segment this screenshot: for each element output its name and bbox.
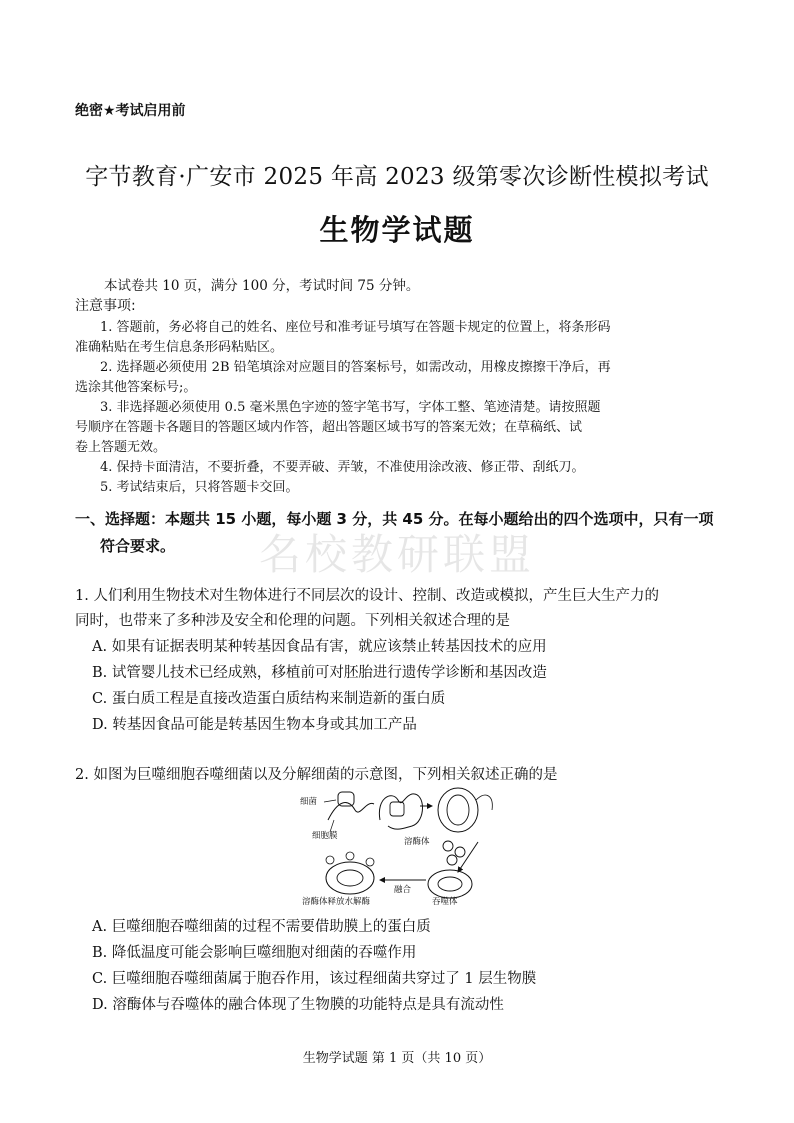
- engulfing-cell: [379, 794, 422, 829]
- question-1-stem: 1. 人们利用生物技术对生物体进行不同层次的设计、控制、改造或模拟，产生巨大生产力的: [75, 588, 659, 604]
- section-heading: 一、选择题：本题共 15 小题，每小题 3 分，共 45 分。在每小题给出的四个选项中，只有一项: [75, 510, 714, 528]
- section-heading-cont: 符合要求。: [100, 537, 176, 555]
- question-2-option-d: D. 溶酶体与吞噬体的融合体现了生物膜的功能特点是具有流动性: [92, 997, 504, 1013]
- cell-membrane: [328, 803, 374, 820]
- subject-title: 生物学试题: [319, 213, 475, 247]
- bacterium-shape: [337, 870, 363, 886]
- exam-title: 字节教育·广安市 2025 年高 2023 级第零次诊断性模拟考试: [85, 164, 709, 190]
- lysosome-circle: [326, 856, 334, 864]
- notice-line: 5. 考试结束后，只将答题卡交回。: [100, 480, 299, 495]
- question-2-stem: 2. 如图为巨噬细胞吞噬细菌以及分解细菌的示意图，下列相关叙述正确的是: [75, 767, 558, 783]
- lysosome-circle: [366, 858, 374, 866]
- phagosome-label: [432, 896, 458, 905]
- page-footer: 生物学试题 第 1 页（共 10 页）: [302, 1051, 492, 1066]
- question-2-option-a: A. 巨噬细胞吞噬细菌的过程不需要借助膜上的蛋白质: [92, 919, 431, 935]
- notice-line: 准确粘贴在考生信息条形码粘贴区。: [75, 340, 284, 355]
- question-2-option-c: C. 巨噬细胞吞噬细菌属于胞吞作用，该过程细菌共穿过了 1 层生物膜: [92, 971, 537, 987]
- lysosome-circle: [455, 847, 465, 857]
- question-1-stem-cont: 同时，也带来了多种涉及安全和伦理的问题。下列相关叙述合理的是: [75, 613, 510, 629]
- notice-line: 2. 选择题必须使用 2B 铅笔填涂对应题目的答案标号，如需改动，用橡皮擦擦干净后，再: [100, 360, 611, 375]
- watermark: 名校教研联盟: [258, 530, 535, 579]
- svg-text:溶酶体: 溶酶体: [404, 837, 430, 847]
- bacteria-label: [300, 796, 318, 807]
- bacterium-shape: [390, 802, 404, 816]
- svg-text:融合: 融合: [394, 885, 412, 895]
- lysosome-circle: [443, 841, 453, 851]
- notice-line: 3. 非选择题必须使用 0.5 毫米黑色字迹的签字笔书写，字体工整、笔迹清楚。请按照题: [100, 400, 601, 415]
- bacterium-shape: [438, 877, 462, 891]
- question-2-option-b: B. 降低温度可能会影响巨噬细胞对细菌的吞噬作用: [92, 945, 417, 961]
- fusion-label: [394, 884, 412, 895]
- lysosome-circle: [447, 855, 457, 865]
- phagocytosis-diagram: [300, 760, 500, 905]
- notice-line: 卷上答题无效。: [75, 440, 167, 455]
- svg-text:细菌: 细菌: [300, 797, 318, 807]
- lysosome-label: [404, 836, 430, 847]
- digesting-vesicle: [326, 862, 374, 894]
- confidential-label: 绝密★考试启用前: [75, 103, 186, 119]
- lysosome-circle: [346, 852, 354, 860]
- question-1-option-a: A. 如果有证据表明某种转基因食品有害，就应该禁止转基因技术的应用: [92, 639, 547, 655]
- notice-line: 号顺序在答题卡各题目的答题区域内作答，超出答题区域书写的答案无效；在草稿纸、试: [75, 420, 583, 435]
- question-1-option-c: C. 蛋白质工程是直接改造蛋白质结构来制造新的蛋白质: [92, 691, 446, 707]
- question-1-option-b: B. 试管婴儿技术已经成熟，移植前可对胚胎进行遗传学诊断和基因改造: [92, 665, 547, 681]
- bacterium-shape: [447, 795, 469, 825]
- pointer-line: [324, 800, 336, 802]
- notice-line: 1. 答题前，务必将自己的姓名、座位号和准考证号填写在答题卡规定的位置上，将条形码: [100, 320, 611, 335]
- svg-text:吞噬体: 吞噬体: [432, 897, 458, 905]
- membrane-label: [312, 830, 338, 841]
- notice-heading: 注意事项:: [75, 298, 136, 314]
- svg-text:细胞膜: 细胞膜: [312, 831, 338, 841]
- question-1-option-d: D. 转基因食品可能是转基因生物本身或其加工产品: [92, 717, 417, 733]
- membrane-curve: [476, 795, 492, 810]
- notice-line: 选涂其他答案标号;。: [75, 380, 197, 395]
- exam-info: 本试卷共 10 页，满分 100 分，考试时间 75 分钟。: [104, 278, 420, 294]
- svg-text:溶酶体释放水解酶: 溶酶体释放水解酶: [302, 897, 371, 905]
- notice-line: 4. 保持卡面清洁，不要折叠，不要弄破、弄皱，不准使用涂改液、修正带、刮纸刀。: [100, 460, 585, 475]
- release-label: [302, 896, 371, 905]
- phagosome: [428, 870, 472, 898]
